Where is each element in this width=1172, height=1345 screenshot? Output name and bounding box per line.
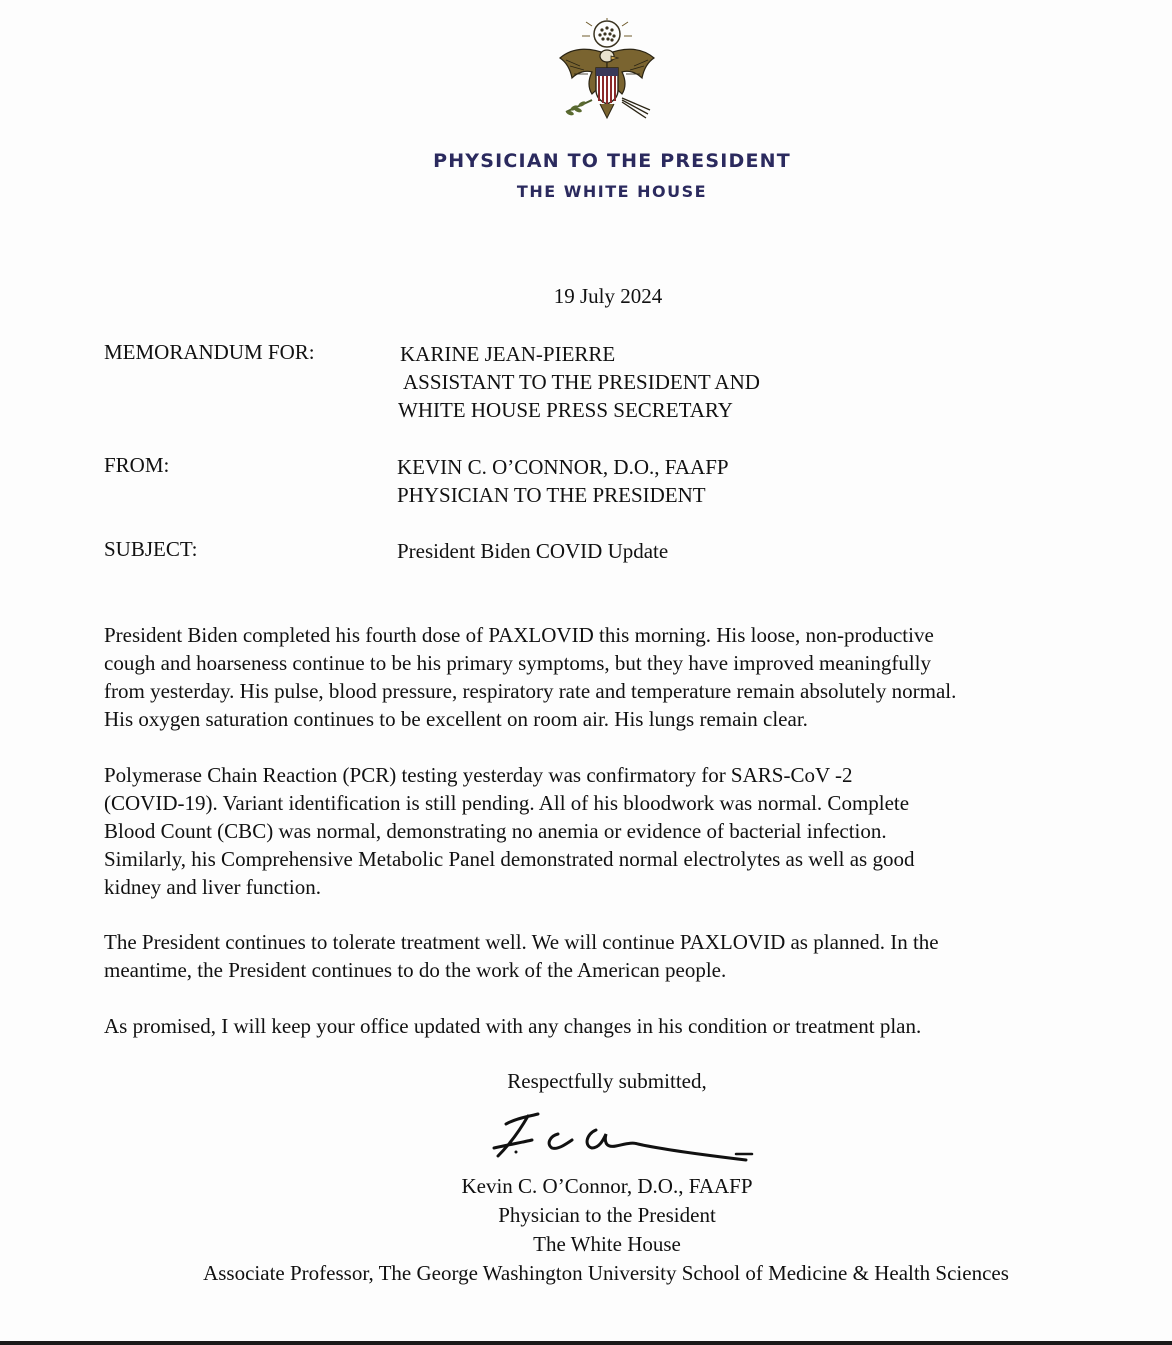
- body-line: cough and hoarseness continue to be his primary symptoms, but they have improved meaningfully: [104, 651, 931, 675]
- letterhead-title: PHYSICIAN TO THE PRESIDENT: [433, 150, 791, 172]
- memorandum-recipient: [400, 340, 760, 424]
- body-line: Polymerase Chain Reaction (PCR) testing yesterday was confirmatory for SARS-CoV -2: [104, 763, 853, 787]
- body-line: kidney and liver function.: [104, 875, 321, 899]
- from-label: FROM:: [104, 453, 170, 477]
- subject-label: SUBJECT:: [104, 537, 198, 561]
- from-line: KEVIN C. O’CONNOR, D.O., FAAFP: [397, 455, 729, 479]
- body-line: President Biden completed his fourth dose of PAXLOVID this morning. His loose, non-productive: [104, 623, 934, 647]
- handwritten-signature: [476, 1104, 776, 1174]
- signer-title: Physician to the President: [498, 1203, 716, 1227]
- body-paragraph-2: [104, 761, 1104, 901]
- closing-salutation: Respectfully submitted,: [507, 1069, 707, 1093]
- from-line: PHYSICIAN TO THE PRESIDENT: [397, 483, 706, 507]
- body-line: (COVID-19). Variant identification is still pending. All of his bloodwork was normal. Complete: [104, 791, 910, 815]
- body-line: meantime, the President continues to do the work of the American people.: [104, 958, 727, 982]
- subject-value: President Biden COVID Update: [397, 539, 669, 563]
- body-paragraph-3: [104, 928, 1104, 984]
- body-line: The President continues to tolerate treatment well. We will continue PAXLOVID as planned. In the: [104, 930, 939, 954]
- body-paragraph-1: [104, 621, 1104, 733]
- body-paragraph-4: [104, 1012, 1104, 1040]
- letterhead-subtitle: THE WHITE HOUSE: [516, 182, 708, 201]
- memo-date: 19 July 2024: [553, 284, 663, 308]
- body-line: His oxygen saturation continues to be excellent on room air. His lungs remain clear.: [104, 707, 808, 731]
- closing-block: [0, 1172, 1172, 1288]
- memorandum-line: WHITE HOUSE PRESS SECRETARY: [398, 398, 733, 422]
- body-line: Blood Count (CBC) was normal, demonstrating no anemia or evidence of bacterial infection.: [104, 819, 887, 843]
- body-line: from yesterday. His pulse, blood pressure, respiratory rate and temperature remain absolutely normal.: [104, 679, 957, 703]
- memorandum-line: ASSISTANT TO THE PRESIDENT AND: [403, 370, 760, 394]
- memorandum-line: KARINE JEAN-PIERRE: [400, 342, 616, 366]
- signer-office: The White House: [533, 1232, 681, 1256]
- presidential-seal-icon: [552, 18, 662, 130]
- from-sender: [397, 453, 729, 509]
- memorandum-label: MEMORANDUM FOR:: [104, 340, 315, 364]
- signer-name: Kevin C. O’Connor, D.O., FAAFP: [461, 1174, 753, 1198]
- signer-affiliation: Associate Professor, The George Washington University School of Medicine & Health Sciences: [203, 1261, 1009, 1285]
- bottom-edge-rule: [0, 1341, 1172, 1345]
- body-line: Similarly, his Comprehensive Metabolic Panel demonstrated normal electrolytes as well as good: [104, 847, 915, 871]
- body-line: As promised, I will keep your office updated with any changes in his condition or treatment plan.: [104, 1014, 922, 1038]
